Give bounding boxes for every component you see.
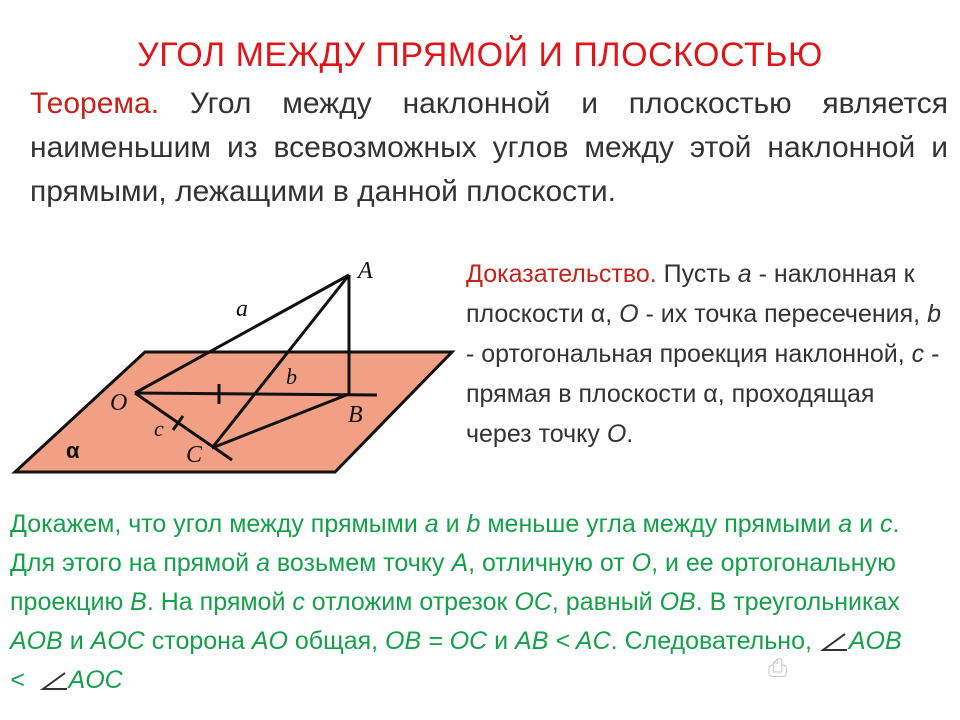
proof-body-var: AO [251, 627, 288, 655]
proof-body-text: и [62, 627, 91, 655]
proof-body-var: AOB [10, 627, 63, 655]
proof-var-O: O [619, 300, 639, 328]
proof-var-c: c [911, 340, 925, 368]
proof-body-var: a [256, 549, 270, 577]
proof-text-2: - наклонная к плоскости α, [466, 260, 915, 328]
label-C: C [186, 442, 203, 468]
proof-var-b: b [927, 300, 941, 328]
proof-body-text: , отличную от [468, 549, 632, 577]
theorem-body: Угол между наклонной и плоскостью является наименьшим из всевозможных углов между этой наклонной и прямыми, лежащими в данной плоскости. [30, 87, 948, 208]
proof-body-text: . Для этого на прямой [10, 510, 900, 577]
proof-var-a: a [737, 260, 752, 288]
proof-body-var: a [838, 510, 853, 538]
proof-body-var: b [466, 510, 481, 538]
proof-text-6: . [626, 420, 634, 448]
proof-body-inequality: AB < AC [515, 627, 611, 655]
proof-body-text: . Следовательно, [610, 627, 819, 655]
proof-text-4: - ортогональная проекция наклонной, [466, 340, 912, 368]
label-a: a [236, 296, 248, 322]
proof-body-text: . В треугольниках [695, 588, 900, 616]
proof-body-text: и [487, 627, 516, 655]
slide-title: УГОЛ МЕЖДУ ПРЯМОЙ И ПЛОСКОСТЬЮ [137, 36, 823, 74]
proof-body-text: общая, [287, 627, 386, 655]
proof-body-var: O [631, 549, 652, 577]
proof-text-5: - прямая в плоскости α, проходящая через точку [466, 340, 940, 448]
label-A: A [358, 258, 373, 284]
proof-intro [466, 254, 946, 454]
proof-text-1: Пусть [656, 260, 738, 288]
proof-body-text: и [852, 510, 880, 538]
proof-body-var: A [451, 549, 469, 577]
angle-icon [39, 670, 69, 692]
proof-body-equation: OB = OC [385, 627, 488, 655]
theorem-text [30, 82, 948, 214]
proof-body-text: сторона [144, 627, 252, 655]
proof-var-O2: O [606, 420, 627, 448]
geometry-diagram [0, 250, 470, 490]
proof-text-3: - их точка пересечения, [638, 300, 928, 328]
label-B: B [348, 402, 363, 428]
proof-body-var: c [879, 510, 893, 538]
proof-body-var: AOC [90, 627, 145, 655]
plane-alpha [15, 352, 452, 472]
proof-body-var: OC [514, 588, 552, 616]
proof-label: Доказательство. [466, 260, 657, 288]
proof-body-var: a [424, 510, 439, 538]
label-alpha: α [66, 438, 80, 463]
watermark-icon: ⎙ [768, 655, 788, 682]
proof-body-text: отложим отрезок [304, 588, 515, 616]
proof-body-text: , и ее ортогональную проекцию [10, 549, 896, 616]
angle-icon [819, 631, 849, 653]
proof-body-angle-aoc: AOC [68, 666, 123, 694]
label-O: O [110, 390, 128, 416]
proof-body-text: . На прямой [146, 588, 293, 616]
proof-body-var: OB [659, 588, 696, 616]
proof-body-text: возьмем точку [269, 549, 452, 577]
label-c: c [154, 416, 164, 441]
theorem-label: Теорема. [30, 87, 160, 120]
proof-body-angle-aob: AOB < [10, 627, 902, 694]
proof-body-var: B [130, 588, 147, 616]
proof-body-text: Докажем, что угол между прямыми [10, 510, 425, 538]
label-b: b [286, 364, 297, 389]
proof-body-text: , равный [551, 588, 660, 616]
proof-body-var: c [292, 588, 305, 616]
proof-body-text: и [438, 510, 467, 538]
proof-body-text: меньше угла между прямыми [480, 510, 839, 538]
